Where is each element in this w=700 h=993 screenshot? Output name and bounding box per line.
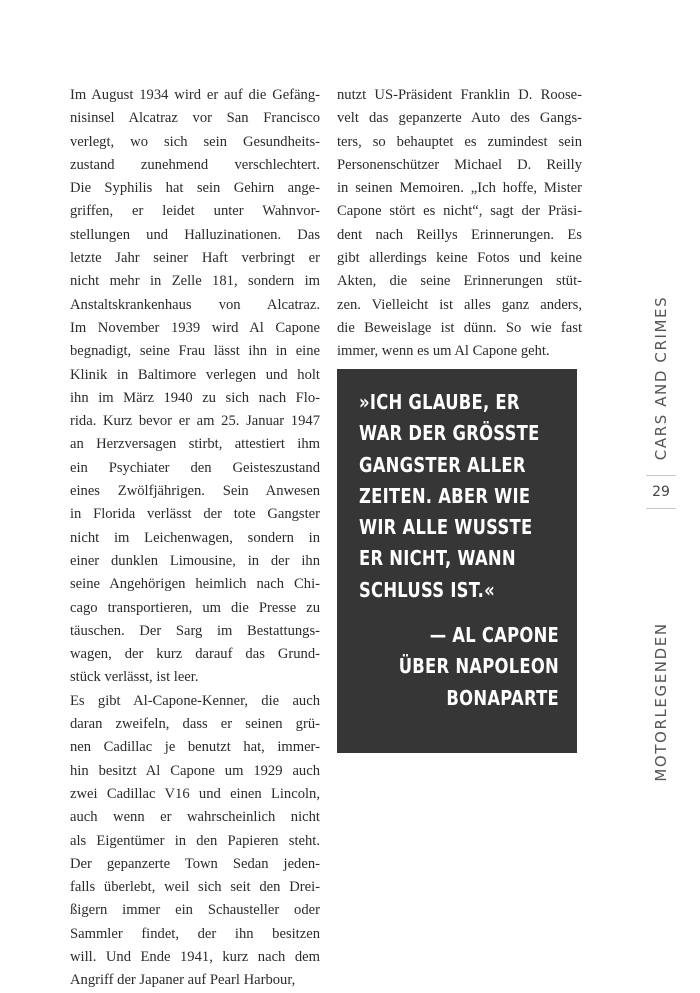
text-line: zwei Cadillac V16 und einen Lincoln, [70, 785, 320, 802]
text-line: in seinen Memoiren. „Ich hoffe, Mister [337, 180, 582, 197]
text-line: seine Angehörigen heimlich nach Chi- [70, 576, 320, 593]
text-line: velt das gepanzerte Auto des Gangs- [337, 110, 582, 127]
text-line: stück verlässt, ist leer. [70, 669, 199, 686]
page-number-divider-top [646, 475, 676, 476]
text-line: verlegt, wo sich sein Gesundheits- [70, 133, 320, 150]
text-line: dent nach Reillys Erinnerungen. Es [337, 226, 582, 243]
text-line: daran zweifeln, dass er seinen grü- [70, 716, 320, 733]
text-line: Akten, die seine Erinnerungen stüt- [337, 273, 582, 290]
text-line: cago transportieren, um die Presse zu [70, 599, 320, 616]
text-line: nisinsel Alcatraz vor San Francisco [70, 110, 320, 127]
text-line: eines Zwölfjährigen. Sein Anwesen [70, 483, 320, 500]
book-title: MOTORLEGENDEN [652, 622, 670, 782]
text-line: will. Und Ende 1941, kurz nach dem [70, 948, 320, 965]
text-line: begnadigt, seine Frau lässt ihn in eine [70, 343, 320, 360]
attribution-line: ÜBER NAPOLEON [398, 654, 559, 679]
text-line: Der gepanzerte Town Sedan jeden- [70, 855, 320, 872]
text-line: nen Cadillac je benutzt hat, immer- [70, 739, 320, 756]
text-line: nutzt US-Präsident Franklin D. Roose- [337, 87, 582, 103]
attribution-line: — AL CAPONE [429, 623, 559, 648]
text-line: ihn im März 1940 zu sich nach Flo- [70, 389, 320, 406]
text-line: auch wenn er wahrscheinlich nicht [70, 809, 320, 826]
quote-line: WAR DER GRÖSSTE [359, 421, 540, 446]
left-text-column [70, 84, 320, 993]
text-line: Sammler findet, der ihn besitzen [70, 925, 320, 942]
text-line: Im November 1939 wird Al Capone [70, 319, 320, 336]
right-text-column [337, 84, 582, 364]
text-line: Die Syphilis hat sein Gehirn ange- [70, 180, 320, 197]
quote-line: »ICH GLAUBE, ER [359, 390, 520, 414]
text-line: an Herzversagen stirbt, attestiert ihm [70, 436, 320, 453]
text-line: zen. Vielleicht ist alles ganz anders, [337, 296, 582, 313]
quote-line: WIR ALLE WUSSTE [359, 515, 533, 540]
text-line: gibt allerdings keine Fotos und keine [337, 250, 582, 267]
text-line: Im August 1934 wird er auf die Gefäng- [70, 87, 320, 103]
section-title: CARS AND CRIMES [652, 295, 670, 461]
text-line: Klinik in Baltimore verlegen und holt [70, 366, 320, 383]
pull-quote-box [337, 369, 577, 753]
text-line: ters, so behauptet es zumindest sein [337, 133, 582, 150]
text-line: ßigern immer ein Schausteller oder [70, 902, 320, 919]
text-line: als Eigentümer in den Papieren steht. [70, 832, 320, 849]
text-line: hin besitzt Al Capone um 1929 auch [70, 762, 320, 779]
text-line: falls überlebt, weil sich seit den Drei- [70, 879, 320, 896]
page-number-divider-bottom [646, 508, 676, 509]
text-line: einer dunklen Limousine, in der ihn [70, 552, 320, 569]
pull-quote-text [359, 387, 559, 606]
text-line: Es gibt Al-Capone-Kenner, die auch [70, 692, 320, 709]
quote-line: GANGSTER ALLER [359, 452, 526, 477]
text-line: letzte Jahr seiner Haft verbringt er [70, 250, 320, 267]
text-line: Anstaltskrankenhaus von Alcatraz. [70, 296, 320, 313]
quote-line: ER NICHT, WANN [359, 546, 516, 571]
attribution-line: BONAPARTE [446, 685, 559, 710]
page-number: 29 [652, 484, 670, 500]
text-line: Angriff der Japaner auf Pearl Harbour, [70, 972, 296, 989]
text-line: ein Psychiater den Geisteszustand [70, 459, 320, 476]
text-line: rida. Kurz bevor er am 25. Januar 1947 [70, 413, 320, 430]
text-line: in Florida verlässt der tote Gangster [70, 506, 320, 523]
text-line: die Beweislage ist dünn. So wie fast [337, 319, 582, 336]
text-line: immer, wenn es um Al Capone geht. [337, 343, 550, 360]
pull-quote-attribution [359, 620, 559, 714]
text-line: nicht mehr in Zelle 181, sondern im [70, 273, 320, 290]
text-line: Personenschützer Michael D. Reilly [337, 156, 582, 173]
text-line: Capone stört es nicht“, sagt der Präsi- [337, 203, 582, 220]
text-line: nicht im Leichenwagen, sondern in [70, 529, 320, 546]
text-line: täuschen. Der Sarg im Bestattungs- [70, 622, 320, 639]
text-line: zustand zunehmend verschlechtert. [70, 156, 320, 173]
quote-line: SCHLUSS IST.« [359, 577, 495, 602]
text-line: stellungen und Halluzinationen. Das [70, 226, 320, 243]
text-line: wagen, der kurz darauf das Grund- [70, 646, 320, 663]
quote-line: ZEITEN. ABER WIE [359, 483, 531, 508]
text-line: griffen, er leidet unter Wahnvor- [70, 203, 320, 220]
